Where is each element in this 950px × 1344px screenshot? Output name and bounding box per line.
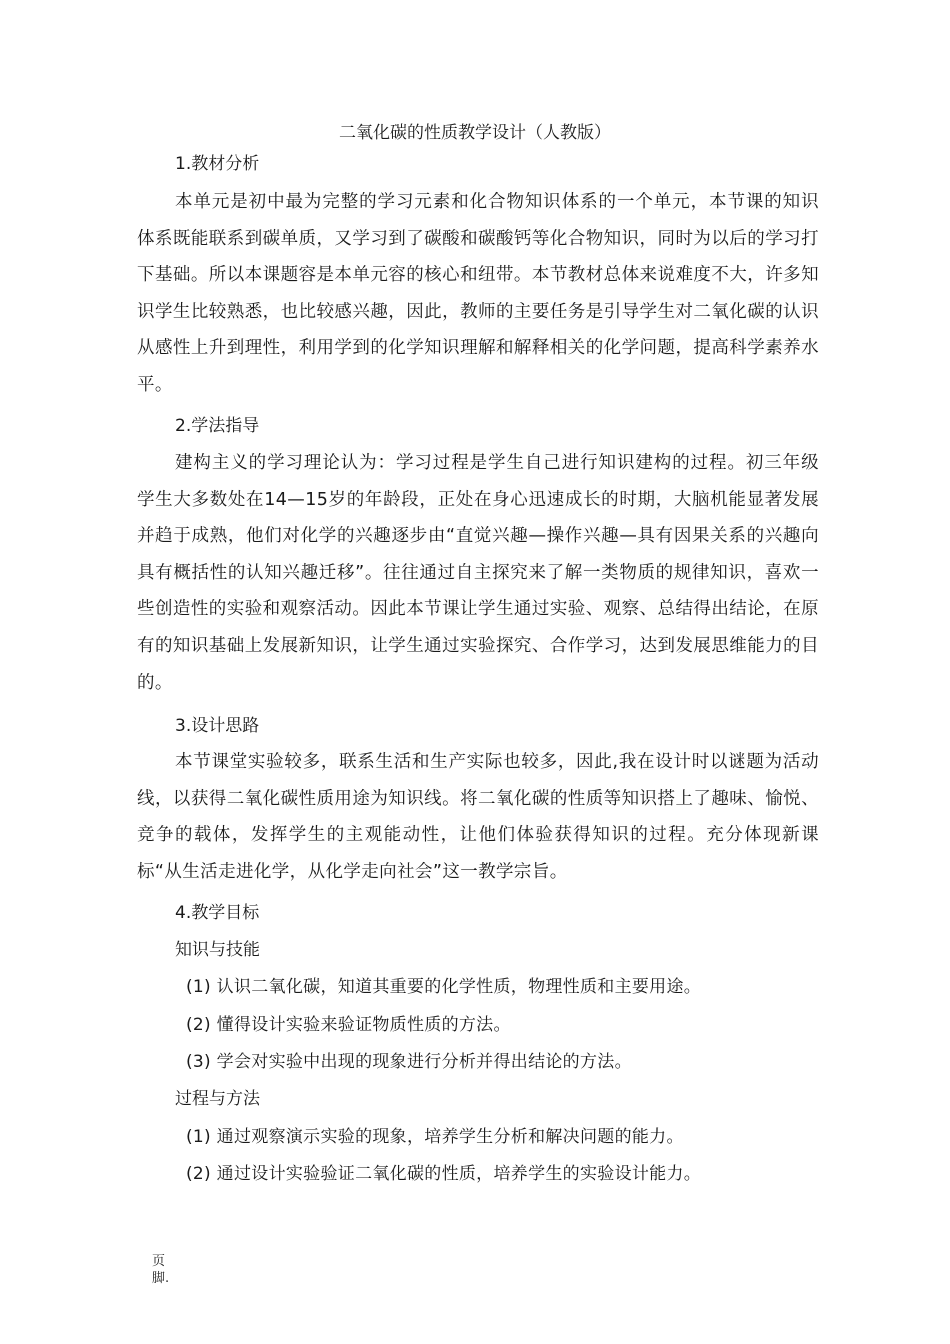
- paragraph-design-idea: 本节课堂实验较多，联系生活和生产实际也较多，因此,我在设计时以谜题为活动线，以获得二氧化碳性质用途为知识线。将二氧化碳的性质等知识搭上了趣味、愉悦、竞争的载体，发挥学生的主观能动性，让他们体验获得知识的过程。充分体现新课标“从生活走进化学，从化学走向社会”这一教学宗旨。: [137, 752, 819, 882]
- paragraph-learning-guide: 建构主义的学习理论认为：学习过程是学生自己进行知识建构的过程。初三年级学生大多数处在14—15岁的年龄段，正处在身心迅速成长的时期，大脑机能显著发展并趋于成熟，他们对化学的兴趣逐步由“直觉兴趣—操作兴趣—具有因果关系的兴趣向具有概括性的认知兴趣迁移”。往往通过自主探究来了解一类物质的规律知识，喜欢一些创造性的实验和观察活动。因此本节课让学生通过实验、观察、总结得出结论，在原有的知识基础上发展新知识，让学生通过实验探究、合作学习，达到发展思维能力的目的。: [137, 453, 819, 693]
- subheading-knowledge-skills: 知识与技能: [175, 940, 260, 960]
- page-footer: [152, 1253, 182, 1287]
- paragraph-textbook-analysis: 本单元是初中最为完整的学习元素和化合物知识体系的一个单元，本节课的知识体系既能联系到碳单质，又学习到了碳酸和碳酸钙等化合物知识，同时为以后的学习打下基础。所以本课题容是本单元容的核心和纽带。本节教材总体来说难度不大，许多知识学生比较熟悉，也比较感兴趣，因此，教师的主要任务是引导学生对二氧化碳的认识从感性上升到理性，利用学到的化学知识理解和解释相关的化学问题，提高科学素养水平。: [137, 192, 819, 395]
- goal-item: (1) 认识二氧化碳，知道其重要的化学性质，物理性质和主要用途。: [186, 977, 702, 997]
- section-heading-learning-guide: 2.学法指导: [175, 416, 260, 436]
- goal-item: (1) 通过观察演示实验的现象，培养学生分析和解决问题的能力。: [186, 1127, 684, 1147]
- section-heading-teaching-goals: 4.教学目标: [175, 903, 260, 923]
- footer-line: 脚.: [152, 1271, 170, 1286]
- section-heading-design-idea: 3.设计思路: [175, 716, 260, 736]
- document-title: 二氧化碳的性质教学设计（人教版）: [339, 123, 611, 143]
- section-heading-textbook-analysis: 1.教材分析: [175, 154, 260, 174]
- subheading-process-methods: 过程与方法: [175, 1089, 260, 1109]
- goal-item: (3) 学会对实验中出现的现象进行分析并得出结论的方法。: [186, 1052, 632, 1072]
- goal-item: (2) 通过设计实验验证二氧化碳的性质，培养学生的实验设计能力。: [186, 1164, 702, 1184]
- goal-item: (2) 懂得设计实验来验证物质性质的方法。: [186, 1015, 511, 1035]
- footer-line: 页: [152, 1254, 166, 1269]
